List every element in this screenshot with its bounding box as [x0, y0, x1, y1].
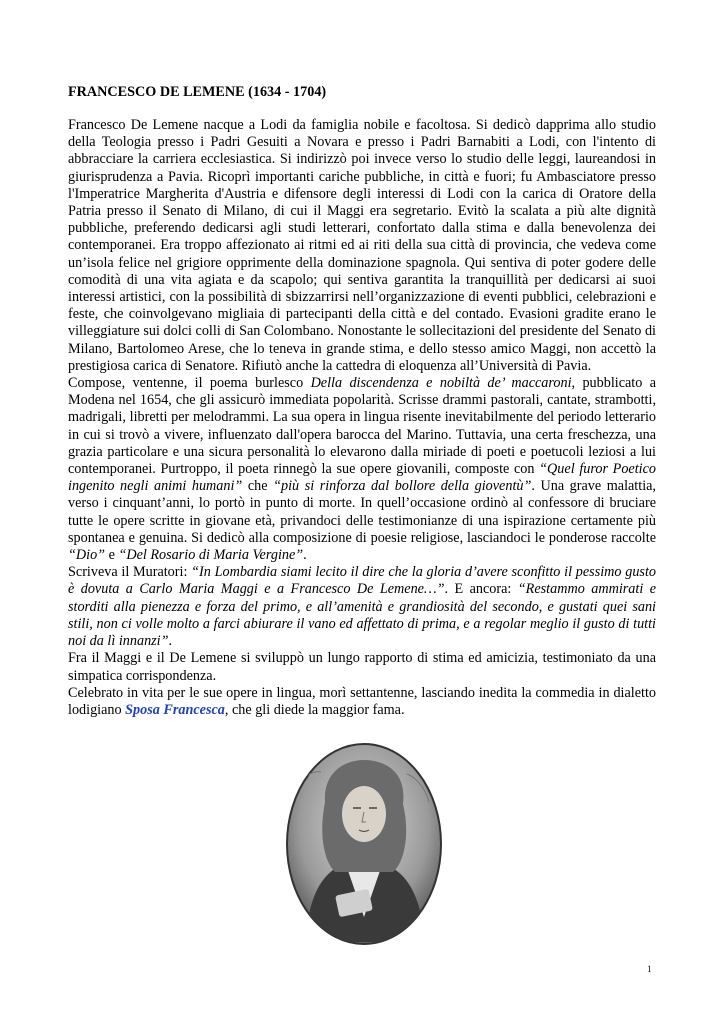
text-run: , pubblicato a Modena nel 1654, che gli assicurò immediata popolarità. Scrisse drammi pastorali, cantate, strambotti, madrigali, libretti per melodrammi. La sua opera in lingua risente inevitabilmente del periodo letterario in cui si trovò a vivere, influenzato dall'opera barocca del Marino. Tuttavia, una certa freschezza, una grazia particolare e una sicura personalità lo elevarono dalla miriade di poeti e poetucoli leziosi a lui contemporanei. Purtroppo, il poeta rinnegò la sue opere giovanili, composte con [68, 375, 657, 478]
italic-quote: “Dio” [68, 547, 106, 564]
text-run: . [303, 547, 307, 564]
sposa-francesca-link[interactable]: Sposa Francesca [125, 701, 225, 718]
text-run: Celebrato in vita per le sue opere in lingua, morì settantenne, lasciando inedita la commedia in dialetto lodigiano [68, 684, 656, 718]
text-run: Fra il Maggi e il De Lemene si sviluppò un lungo rapporto di stima ed amicizia, testimoniato da una simpatica corrispondenza. [68, 650, 656, 684]
paragraph [68, 117, 656, 375]
document-title: FRANCESCO DE LEMENE (1634 - 1704) [68, 84, 327, 100]
paragraph [68, 650, 656, 684]
italic-quote: “Del Rosario di Maria Vergine” [118, 547, 304, 564]
document-body [68, 117, 656, 719]
text-run: Francesco De Lemene nacque a Lodi da famiglia nobile e facoltosa. Si dedicò dapprima allo studio della Teologia presso i Padri Gesuiti a Novara e presso i Padri Barnabiti a Lodi, con l'intento di abbracciare la carriera ecclesiastica. Si indirizzò poi invece verso lo studio delle leggi, laureandosi in giurisprudenza a Pavia. Ricoprì importanti cariche pubbliche, in città e fuori; fu Ambasciatore presso l'Imperatrice Margherita d'Austria e difensore degli interessi di Lodi con la carica di Oratore della Patria presso il Senato di Milano, di cui il Maggi era segretario. Evitò la scalata a più alte dignità pubbliche, preferendo dedicarsi agli studi letterari, confortato dalla stima e dalla benevolenza dei contemporanei. Era troppo affezionato ai ritmi ed ai riti della sua città di provincia, che vedeva come un’isola felice nel grigiore opprimente della dominazione spagnola. Qui sentiva di poter godere delle comodità di una vita agiata e da scapolo; qui sentiva garantita la tranquillità per dedicarsi ai suoi interessi artistici, con la possibilità di sbizzarrirsi nell’organizzazione di eventi pubblici, celebrazioni e feste, che coinvolgevano migliaia di partecipanti della città e del contado. Evasioni gradite erano le villeggiature sui dolci colli di San Colombano. Nonostante le sollecitazioni del presidente del Senato di Milano, Bartolomeo Arese, che lo teneva in grande stima, e dello stesso amico Maggi, non accettò la prestigiosa carica di Senatore. Rifiutò anche la cattedra di eloquenza all’Università di Pavia. [68, 117, 656, 374]
text-run: . [168, 633, 173, 650]
paragraph [68, 564, 656, 650]
text-run: . Una grave malattia, verso i cinquant’anni, lo portò in punto di morte. In quell’occasione ordinò al confessore di bruciare tutte le opere scritte in giovane età, privandoci delle testimonianze di una ispirazione certamente più spontanea e genuina. Si dedicò alla composizione di poesie religiose, lasciandoci le ponderose raccolte [68, 478, 656, 546]
page-number: 1 [647, 964, 652, 974]
document-page [68, 84, 656, 719]
text-run: Scriveva il Muratori: [68, 564, 192, 581]
paragraph [68, 685, 656, 719]
italic-quote: “più si rinforza dal bollore della gioventù” [273, 478, 532, 495]
portrait-engraving [285, 742, 443, 946]
italic-quote: “Quel furor Poetico ingenito negli animi humani” [68, 461, 656, 495]
text-run: che [242, 478, 274, 495]
text-run: Compose, ventenne, il poema burlesco [68, 375, 311, 392]
text-run: . E ancora: [444, 581, 518, 598]
italic-quote: “Restammo ammirati e storditi alla pienezza e forza del primo, e all’amenità e grandiosità del secondo, e gustati quei sani stili, non ci volle molto a farci abiurare il vano ed affettato di prima, e a regolar meglio il gusto di tutti noi da lì innanzi” [68, 581, 656, 650]
italic-quote: Della discendenza e nobiltà de’ maccaroni [310, 375, 572, 392]
text-run: , che gli diede la maggior fama. [224, 701, 405, 718]
paragraph [68, 375, 656, 564]
italic-quote: “In Lombardia siami lecito il dire che la gloria d’avere sconfitto il pessimo gusto è dovuta a Carlo Maria Maggi e a Francesco De Lemene…” [68, 564, 656, 598]
text-run: e [105, 547, 119, 564]
